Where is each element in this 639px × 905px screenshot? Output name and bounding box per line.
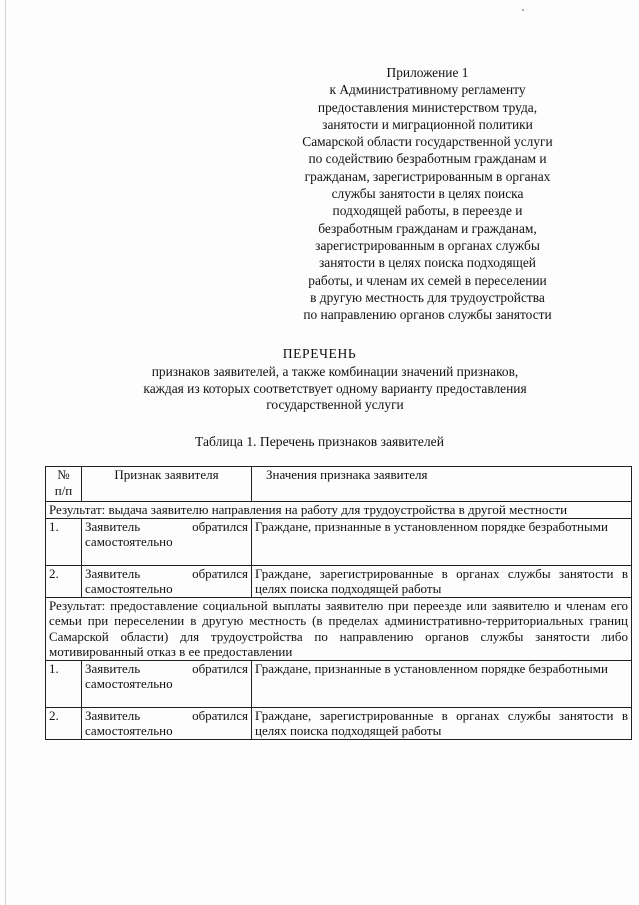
row-value: Граждане, признанные в установленном порядке безработными [252, 518, 632, 565]
result-row [46, 597, 632, 660]
appendix-line: службы занятости в целях поиска [331, 186, 524, 202]
appendix-line: по направлению органов службы занятости [303, 307, 552, 323]
table-row [46, 518, 632, 565]
row-sign: Заявитель обратился самостоятельно [82, 660, 252, 707]
header-num-line1: № [57, 467, 70, 482]
row-sign: Заявитель обратился самостоятельно [82, 518, 252, 565]
appendix-header [260, 64, 595, 323]
subtitle-line: каждая из которых соответствует одному варианту предоставления [143, 380, 527, 396]
scan-edge-line [5, 0, 6, 905]
header-value: Значения признака заявителя [252, 467, 632, 502]
appendix-line: безработным гражданам и гражданам, [318, 220, 537, 236]
appendix-line: работы, и членам их семей в переселении [308, 272, 547, 288]
table-row [46, 565, 632, 597]
appendix-line: зарегистрированным в органах службы [315, 237, 540, 253]
appendix-line: подходящей работы, в переезде и [332, 203, 523, 219]
row-value: Граждане, признанные в установленном порядке безработными [252, 660, 632, 707]
document-title: ПЕРЕЧЕНЬ [282, 346, 357, 361]
appendix-line: занятости в целях поиска подходящей [319, 255, 536, 271]
appendix-line: к Административному регламенту [329, 82, 526, 98]
result-text: Результат: выдача заявителю направления на работу для трудоустройства в другой местности [46, 502, 632, 519]
row-sign: Заявитель обратился самостоятельно [82, 565, 252, 597]
appendix-line: по содействию безработным гражданам и [308, 151, 547, 167]
row-value: Граждане, зарегистрированные в органах службы занятости в целях поиска подходящей работы [252, 565, 632, 597]
header-num [46, 467, 82, 502]
row-num: 2. [46, 707, 82, 739]
result-row [46, 502, 632, 519]
table-caption: Таблица 1. Перечень признаков заявителей [195, 434, 444, 449]
document-subtitle [80, 364, 590, 414]
table-row [46, 660, 632, 707]
result-text: Результат: предоставление социальной выплаты заявителю при переезде или заявителю и членам его семьи при переселении в другую местность (в пределах административно-территориальных границ Самарской области) для трудоустройства по направлению органов службы занятости либо мотивированный отказ в ее предоставлении [46, 597, 632, 660]
signs-table [45, 466, 632, 740]
row-num: 2. [46, 565, 82, 597]
appendix-line: в другую местность для трудоустройства [310, 289, 545, 305]
row-value: Граждане, зарегистрированные в органах службы занятости в целях поиска подходящей работы [252, 707, 632, 739]
row-num: 1. [46, 660, 82, 707]
row-num: 1. [46, 518, 82, 565]
appendix-line: Приложение 1 [386, 65, 469, 80]
appendix-line: гражданам, зарегистрированным в органах [304, 168, 551, 184]
row-sign: Заявитель обратился самостоятельно [82, 707, 252, 739]
appendix-line: предоставления министерством труда, [317, 99, 538, 115]
subtitle-line: признаков заявителей, а также комбинации значений признаков, [151, 364, 519, 379]
table-header-row [46, 467, 632, 502]
appendix-line: Самарской области государственной услуги [302, 134, 553, 150]
appendix-line: занятости и миграционной политики [322, 116, 533, 132]
subtitle-line: государственной услуги [266, 397, 404, 412]
scan-mark [522, 9, 524, 11]
table-row [46, 707, 632, 739]
header-num-line2: п/п [54, 483, 73, 498]
header-sign: Признак заявителя [82, 467, 252, 502]
